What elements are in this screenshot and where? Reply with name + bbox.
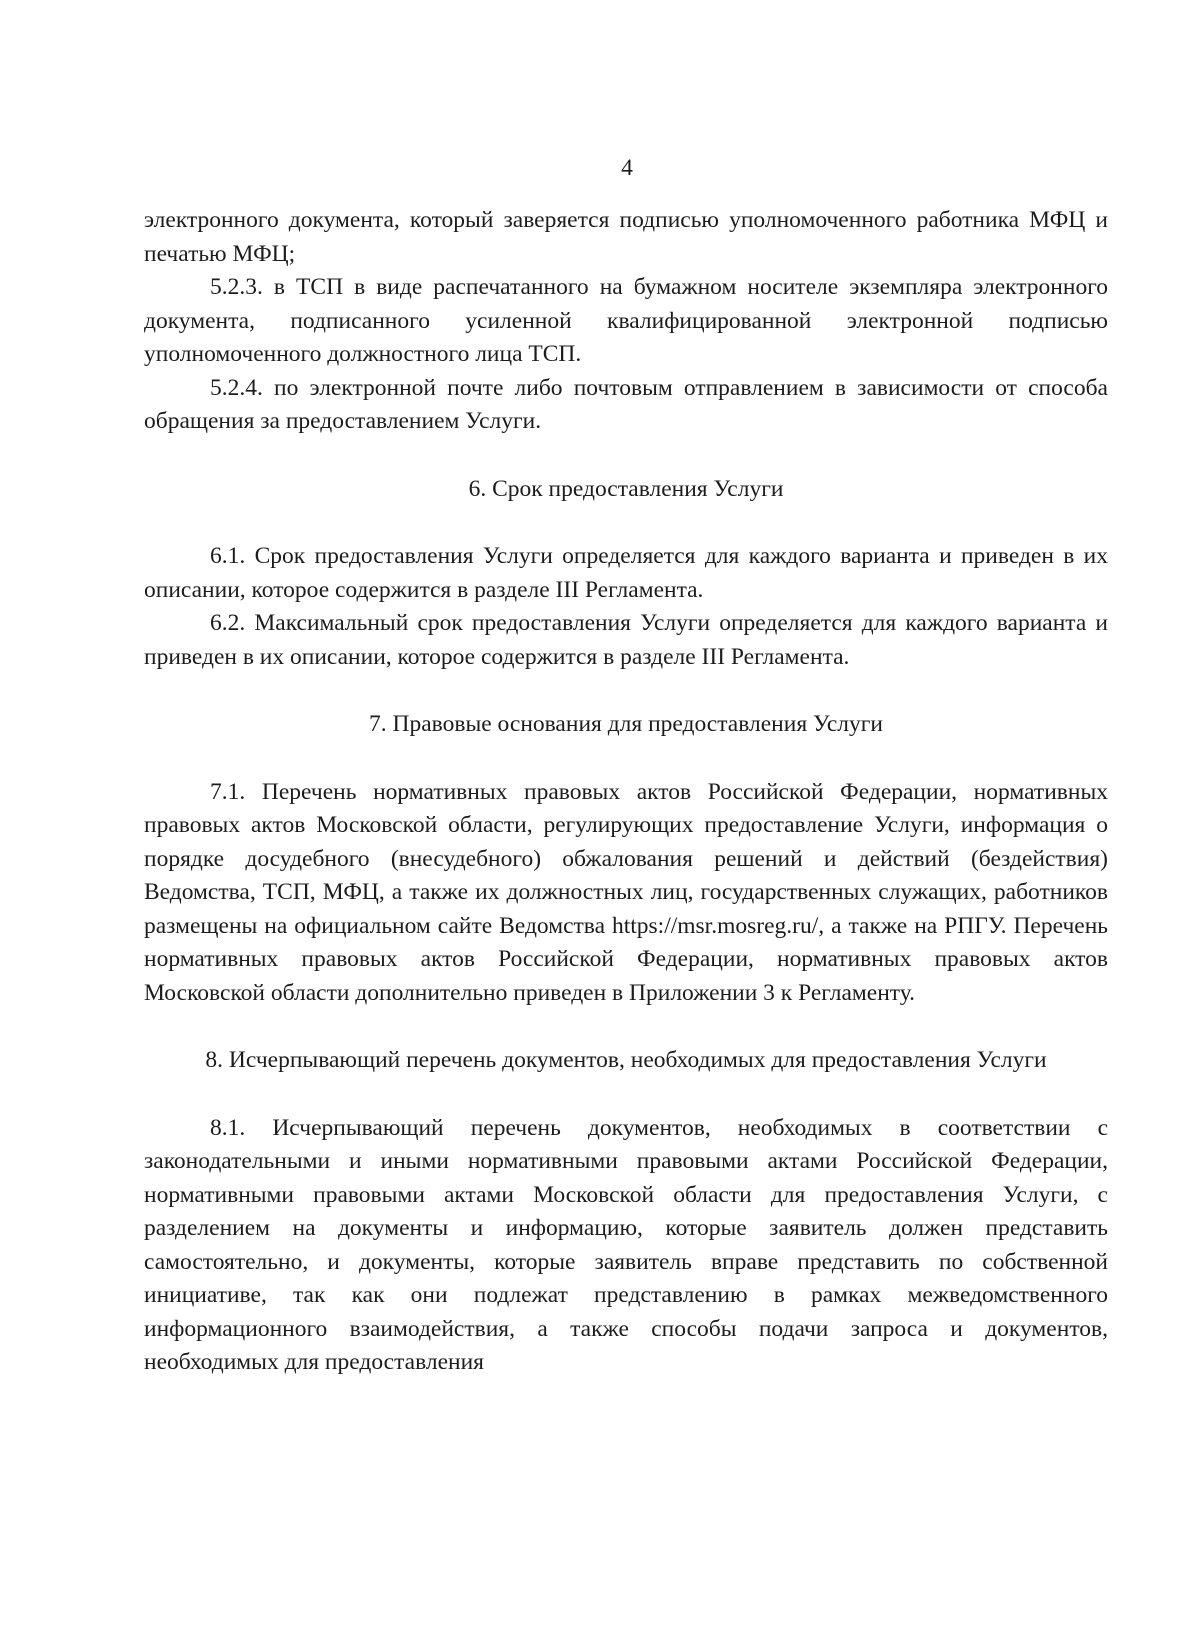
paragraph-5-2-4: 5.2.4. по электронной почте либо почтовым отправлением в зависимости от способа обращения за предоставлением Услуги. [144,374,1108,434]
section-heading-7: 7. Правовые основания для предоставления Услуги [369,711,883,737]
paragraph-6-2: 6.2. Максимальный срок предоставления Услуги определяется для каждого варианта и приведен в их описании, которое содержится в разделе III Регламента. [144,610,1108,670]
paragraph-7-1: 7.1. Перечень нормативных правовых актов Российской Федерации, нормативных правовых актов Московской области, регулирующих предоставление Услуги, информация о порядке досудебного (внесудебного) обжалования решений и действий (бездействия) Ведомства, ТСП, МФЦ, а также их должностных лиц, государственных служащих, работников размещены на официальном сайте Ведомства https://msr.mosreg.ru/, а также на РПГУ. Перечень нормативных правовых актов Российской Федерации, нормативных правовых актов Московской области дополнительно приведен в Приложении 3 к Регламенту. [144,778,1108,1006]
document-body [144,204,1108,1380]
paragraph-6-1: 6.1. Срок предоставления Услуги определяется для каждого варианта и приведен в их описании, которое содержится в разделе III Регламента. [144,543,1108,603]
paragraph-8-1: 8.1. Исчерпывающий перечень документов, необходимых в соответствии с законодательными и иными нормативными правовыми актами Российской Федерации, нормативными правовыми актами Московской области для предоставления Услуги, с разделением на документы и информацию, которые заявитель должен представить самостоятельно, и документы, которые заявитель вправе представить по собственной инициативе, так как они подлежат представлению в рамках межведомственного информационного взаимодействия, а также способы подачи запроса и документов, необходимых для предоставления [144,1114,1108,1375]
paragraph-5-2-3: 5.2.3. в ТСП в виде распечатанного на бумажном носителе экземпляра электронного документа, подписанного усиленной квалифицированной электронной подписью уполномоченного должностного лица ТСП. [144,274,1108,367]
paragraph-5-2-2-continuation: электронного документа, который заверяется подписью уполномоченного работника МФЦ и печатью МФЦ; [144,207,1108,267]
page-number: 4 [621,155,633,181]
section-heading-8: 8. Исчерпывающий перечень документов, необходимых для предоставления Услуги [205,1047,1047,1073]
section-heading-6: 6. Срок предоставления Услуги [468,475,784,502]
